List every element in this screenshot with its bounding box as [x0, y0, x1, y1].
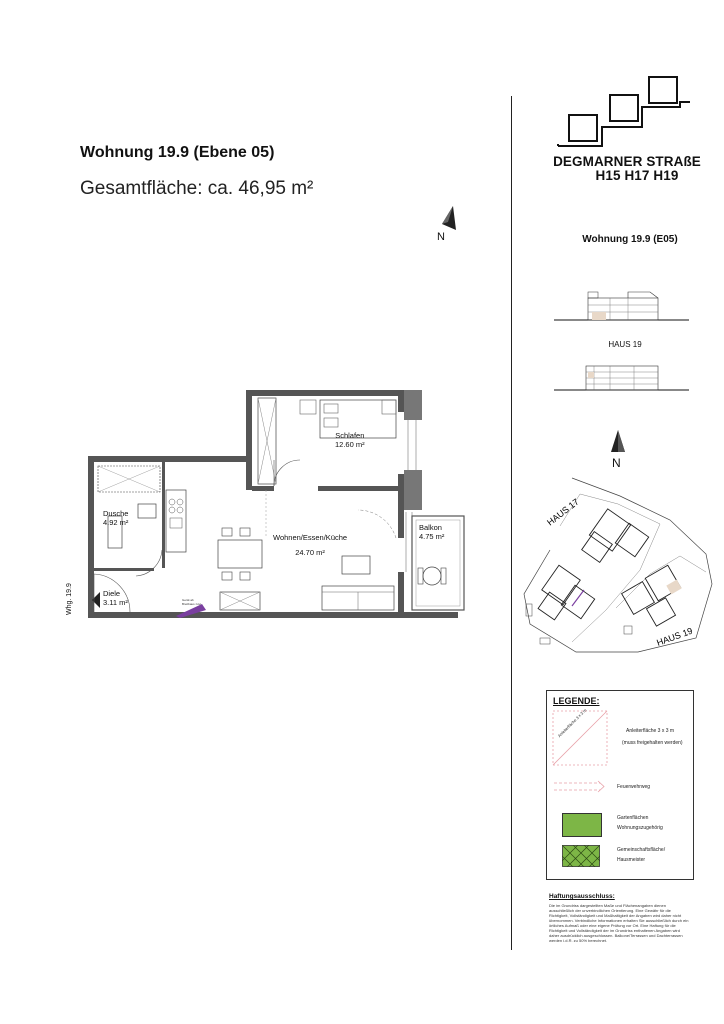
fire-route-icon	[554, 780, 610, 794]
legend-shared-swatch	[562, 845, 600, 867]
legend-title: LEGENDE:	[553, 696, 600, 706]
elevation-side	[554, 360, 689, 394]
total-area: Gesamtfläche: ca. 46,95 m²	[80, 178, 314, 199]
legend-garden-swatch	[562, 813, 602, 837]
room-area: 24.70 m²	[295, 548, 325, 557]
legend-ladder-box-text: Anleiterfläche 3 x 3 m	[556, 707, 588, 739]
room-name: Diele	[103, 589, 121, 598]
room-area: 12.60 m²	[335, 440, 365, 449]
room-name: Wohnen/Essen/Küche	[273, 533, 348, 542]
room-area: 4.92 m²	[103, 518, 129, 527]
entrance-label: Whg. 19.9	[66, 583, 73, 615]
legend-ladder-sub: (muss freigehalten werden)	[622, 740, 683, 746]
room-area: 3.11 m²	[103, 598, 128, 607]
project-name	[552, 155, 702, 183]
north-arrow-icon	[604, 428, 634, 456]
room-name: Balkon	[419, 523, 442, 532]
legend-shared-sub: Hausmeister	[617, 857, 646, 863]
north-arrow	[434, 204, 464, 244]
room-schlafen	[335, 431, 365, 449]
room-name: Dusche	[103, 509, 129, 518]
project-name-line1: DEGMARNER STRAßE	[553, 154, 701, 169]
room-balkon	[419, 523, 444, 541]
site-plan	[520, 474, 716, 656]
disclaimer-text: Die im Grundriss dargestellten Maße und Flächenangaben dienen ausschließlich der unverbindlichen Orientierung. Eine Gewähr für die Richtigkeit, Vollständigkeit und Maßhaltigkeit der Angaben wird daher nicht übernommen. Verbindliche Informationen erhalten Sie ausschließlich durch ein örtliches Aufmaß oder eine eigene Prüfung vor Ort. Eine Haftung für die Richtigkeit und Vollständigkeit der im Grundriss enthaltenen Angaben wird daher ausdrücklich ausgeschlossen. Balkone/Terrassen und Dachterrassen werden i.d.R. zu 50% berechnet.	[549, 903, 689, 943]
room-name: Schlafen	[335, 431, 365, 440]
legend-fire-label: Feuerwehrweg	[617, 784, 651, 790]
room-dusche	[103, 509, 128, 527]
site-north-label: N	[612, 456, 621, 470]
legend-garden-sub: Wohnungszugehörig	[617, 825, 663, 831]
site-label-haus17: HAUS 17	[545, 496, 581, 528]
room-area: 4.75 m²	[419, 532, 445, 541]
site-north-arrow	[604, 428, 634, 472]
unit-id: Wohnung 19.9 (E05)	[582, 234, 678, 245]
legend-shared-label: Gemeinschaftsfläche/	[617, 847, 666, 853]
north-arrow-icon	[434, 204, 464, 232]
column-divider	[511, 96, 512, 950]
apartment-title: Wohnung 19.9 (Ebene 05)	[80, 144, 275, 161]
disclaimer-title: Haftungsausschluss:	[549, 893, 615, 900]
site-label-haus19: HAUS 19	[655, 625, 694, 648]
room-diele	[103, 589, 128, 607]
project-name-line2: H15 H17 H19	[595, 168, 679, 183]
legend-ladder-label: Anleiterfläche 3 x 3 m	[626, 728, 675, 734]
floor-plan	[66, 386, 506, 626]
elevation-front	[554, 288, 689, 324]
elevation-label: HAUS 19	[608, 340, 642, 349]
room-wohnen	[273, 533, 347, 557]
device-tag: Gerät ab Breitbaus zuvt	[182, 598, 202, 606]
project-logo	[556, 70, 692, 150]
north-label: N	[437, 231, 445, 243]
legend-garden-label: Gartenflächen	[617, 815, 649, 821]
